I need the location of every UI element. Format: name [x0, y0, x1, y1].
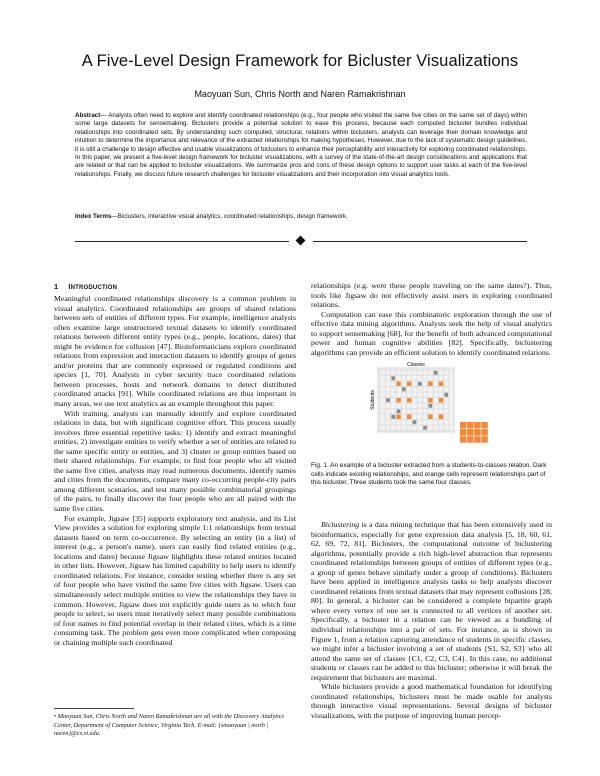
paragraph: With training, analysts can manually identify and explore coordinated relations in data, but with significant cognitive effort. This process usually involves three essential repetitive tasks: 1) identify and extract meaningful entities, 2) investigate entities to verify whether a set of entities are related to the same specific entity or entities, and 3) cluster or group entities based on their shared relationships. For example, to find four people who all visited the same five cities, analysts may read numerous documents, identify names and cities from the documents, compare many co-occurring people-city pairs among different scenarios, and test many possible combinatorial groupings of the pairs, to finally discover the four people who are all paired with the same five cities. — [54, 408, 296, 514]
section-title-rest: NTRODUCTION — [70, 285, 118, 291]
left-column — [54, 294, 296, 647]
paragraph-text: While biclusters provide a good mathematical foundation for identifying coordinated relationships, biclusters must be made usable for analysts through interactive visual representations. Several designs of bicluster visualizations, with the purpose of improving human percep- — [311, 682, 552, 720]
relationship-cell — [391, 415, 395, 419]
paragraph: For example, Jigsaw [35] supports exploratory text analysis, and its List View provides a solution for exploring simple 1:1 relationships from textual datasets based on term co-occurrence. By selecting an entity (in a list) of interest (e.g., a person's name), users can easily find related entities (e.g., locations and dates) because Jigsaw highlights these related entities located in other lists. However, Jigsaw has limited capability to help users to identify coordinated relations. For instance, consider testing whether there is any set of four people who have visited the same five cities with Jigsaw. Users can simultaneously select multiple entities to view the relationships they have in common. However, Jigsaw does not explicitly guide users as to which four people to select, so users must iteratively select many possible combinations of four names to find potential overlap in their related cities, which is a time consuming task. The problem gets even more complicated when composing or chaining multiple such coordinated — [54, 513, 296, 647]
relationship-cell — [402, 387, 406, 391]
relationship-cell — [444, 393, 448, 397]
extracted-bicluster-cell — [460, 429, 467, 436]
section-title-first: I — [68, 282, 71, 291]
relationship-cell — [429, 404, 433, 408]
extracted-bicluster-cell — [460, 436, 467, 443]
extracted-bicluster-cell — [460, 422, 467, 429]
relationship-cell — [423, 426, 427, 430]
extracted-bicluster-cell — [481, 436, 488, 443]
paragraph-text: is a data mining technique that has been extensively used in bioinformatics, especially for gene expression data analysis [5, 18, 60, 61, 62, 69, 72, 81]. Biclusters, the computational outcome of biclustering algorithms, potentially provide a rich high-level abstraction that represents coordinated relationships between groups of entities of different types (e.g., a group of genes behave similarly under a group of conditions). Biclusters have been applied in intelligence analysis tasks to help analysts discover coordinated relations from textual datasets that may represent collusions [28, 80]. In general, a bicluster can be considered a complete bipartite graph where every vertex of one set is connected to all vertices of another set. Specifically, a bicluster in a relation can be viewed as a bundling of individual relationships into a pair of sets. For instance, as is shown in Figure 1, from a relation capturing attendance of students in specific classes, we might infer a bicluster involving a set of students {S1, S2, S3} who all attend the same set of classes {C1, C2, C3, C4}. In this case, no additional students or classes can be added to this bicluster; otherwise it will break the requirement that biclusters are maximal. — [311, 520, 552, 682]
bicluster-cell — [428, 398, 432, 403]
diamond-ornament — [296, 236, 306, 246]
bicluster-cell — [396, 415, 400, 420]
relationship-cell — [418, 382, 422, 386]
section-number: 1 — [54, 282, 59, 291]
bicluster-cell — [439, 398, 443, 403]
extracted-bicluster-cell — [467, 436, 474, 443]
relationship-cell — [413, 420, 417, 424]
footnote-rule — [54, 708, 134, 709]
bicluster-cell — [396, 382, 400, 387]
index-terms-text: —Biclusters, interactive visual analytics, coordinated relationships, design framework. — [111, 213, 348, 220]
bicluster-cell — [407, 398, 411, 403]
footnote: • Maoyuan Sun, Chris North and Naren Ramakrishnan are all with the Discovery Analytics Center, Department of Computer Science, Virginia Tech. E-mail: {smaoyuan | north | naren}@cs.vt.edu. — [54, 713, 285, 737]
right-column-bottom — [311, 520, 552, 720]
figure-col-label: Classes — [407, 362, 425, 368]
right-column-top — [311, 281, 552, 357]
extracted-bicluster-cell — [467, 429, 474, 436]
paragraph — [311, 682, 552, 720]
paragraph: relationships (e.g. were these people traveling on the same dates?). Thus, tools like Jigsaw do not effectively assist users in exploring coordinated relations. — [311, 281, 552, 310]
extracted-bicluster-cell — [474, 429, 481, 436]
abstract — [75, 112, 527, 179]
index-terms-label: Index Terms — [75, 213, 112, 220]
relationship-cell — [397, 409, 401, 413]
term-biclustering: Biclustering — [321, 520, 360, 529]
paper-title: A Five-Level Design Framework for Bicluster Visualizations — [81, 52, 519, 70]
extracted-bicluster-cell — [467, 422, 474, 429]
bicluster-cell — [439, 415, 443, 420]
bicluster-cell — [428, 382, 432, 387]
extracted-bicluster-cell — [474, 422, 481, 429]
figure-row-label: Students — [370, 390, 376, 410]
paragraph: Computation can ease this combinatoric exploration through the use of effective data mining algorithms. Analysts seek the help of visual analytics to support sensemaking [68], for the benefit of both advanced computational power and human cognitive abilities [82]. Specifically, biclustering algorithms can provide an efficient solution to identify coordinated relations. — [311, 309, 552, 357]
abstract-label: Abstract — [75, 112, 101, 119]
relationship-cell — [386, 398, 390, 402]
bicluster-figure — [368, 360, 490, 456]
figure-caption: Fig. 1. An example of a bicluster extracted from a students-to-classes relation. Dark cells indicate existing relationships, and orange cells represent relationships part of this bicluster. Three students took the same four classes. — [311, 462, 547, 487]
abstract-text: — Analysts often need to explore and identify coordinated relationships (e.g., four people who visited the same five cities on the same set of days) within some large datasets for sensemaking. Biclusters provide a potential solution to ease this process, because each computed bicluster bundles individual relationships into coordinated sets. By understanding such computed, structural, relations within biclusters, analysts can leverage their domain knowledge and intuition to determine the importance and relevance of the extracted relationships for making hypotheses. However, due to the lack of systematic design guidelines, it is still a challenge to design effective and usable visualizations of biclusters to enhance their perceptability and interactivity for exploring coordinated relationships. In this paper, we present a five-level design framework for bicluster visualizations, with a survey of the state-of-the-art design considerations and applications that are related or that can be applied to bicluster visualizations. We summarize pros and cons of these design options to support user tasks at each of the five-level relationships. Finally, we discuss future research challenges for bicluster visualizations and their incorporation into visual analytics tools. — [75, 112, 527, 178]
index-terms — [75, 213, 527, 221]
extracted-bicluster-cell — [481, 422, 488, 429]
bicluster-cell — [396, 398, 400, 403]
section-heading — [54, 282, 117, 291]
relationship-cell — [391, 376, 395, 380]
bicluster-cell — [407, 415, 411, 420]
paragraph: Meaningful coordinated relationships discovery is a common problem in visual analytics. Coordinated relationships are groups of shared relations between sets of entities of different types. For example, intelligence analysts often examine large unstructured textual datasets to identify coordinated relations between different entity types (e.g., people, locations, dates) that might be evidence for collusion [47]. Bioinformaticians explore coordinated relations from expression and interaction datasets to identify groups of genes and/or proteins that are commonly expressed or regulated conditions and species [1, 70]. Analysts in cyber security trace coordinated relations between processes, hosts and network domains to detect distributed coordinated attacks [91]. While coordinated relations are thus important in many areas, we use text analytics as an example throughout this paper. — [54, 294, 296, 409]
bicluster-cell — [439, 382, 443, 387]
extracted-bicluster-cell — [474, 436, 481, 443]
paragraph — [311, 520, 552, 682]
section-divider — [75, 237, 527, 245]
author-list: Maoyuan Sun, Chris North and Naren Ramakrishnan — [194, 89, 406, 99]
bicluster-cell — [407, 382, 411, 387]
extracted-bicluster-cell — [481, 429, 488, 436]
extracted-bicluster — [460, 422, 488, 443]
relationship-cell — [434, 371, 438, 375]
bicluster-cell — [428, 415, 432, 420]
